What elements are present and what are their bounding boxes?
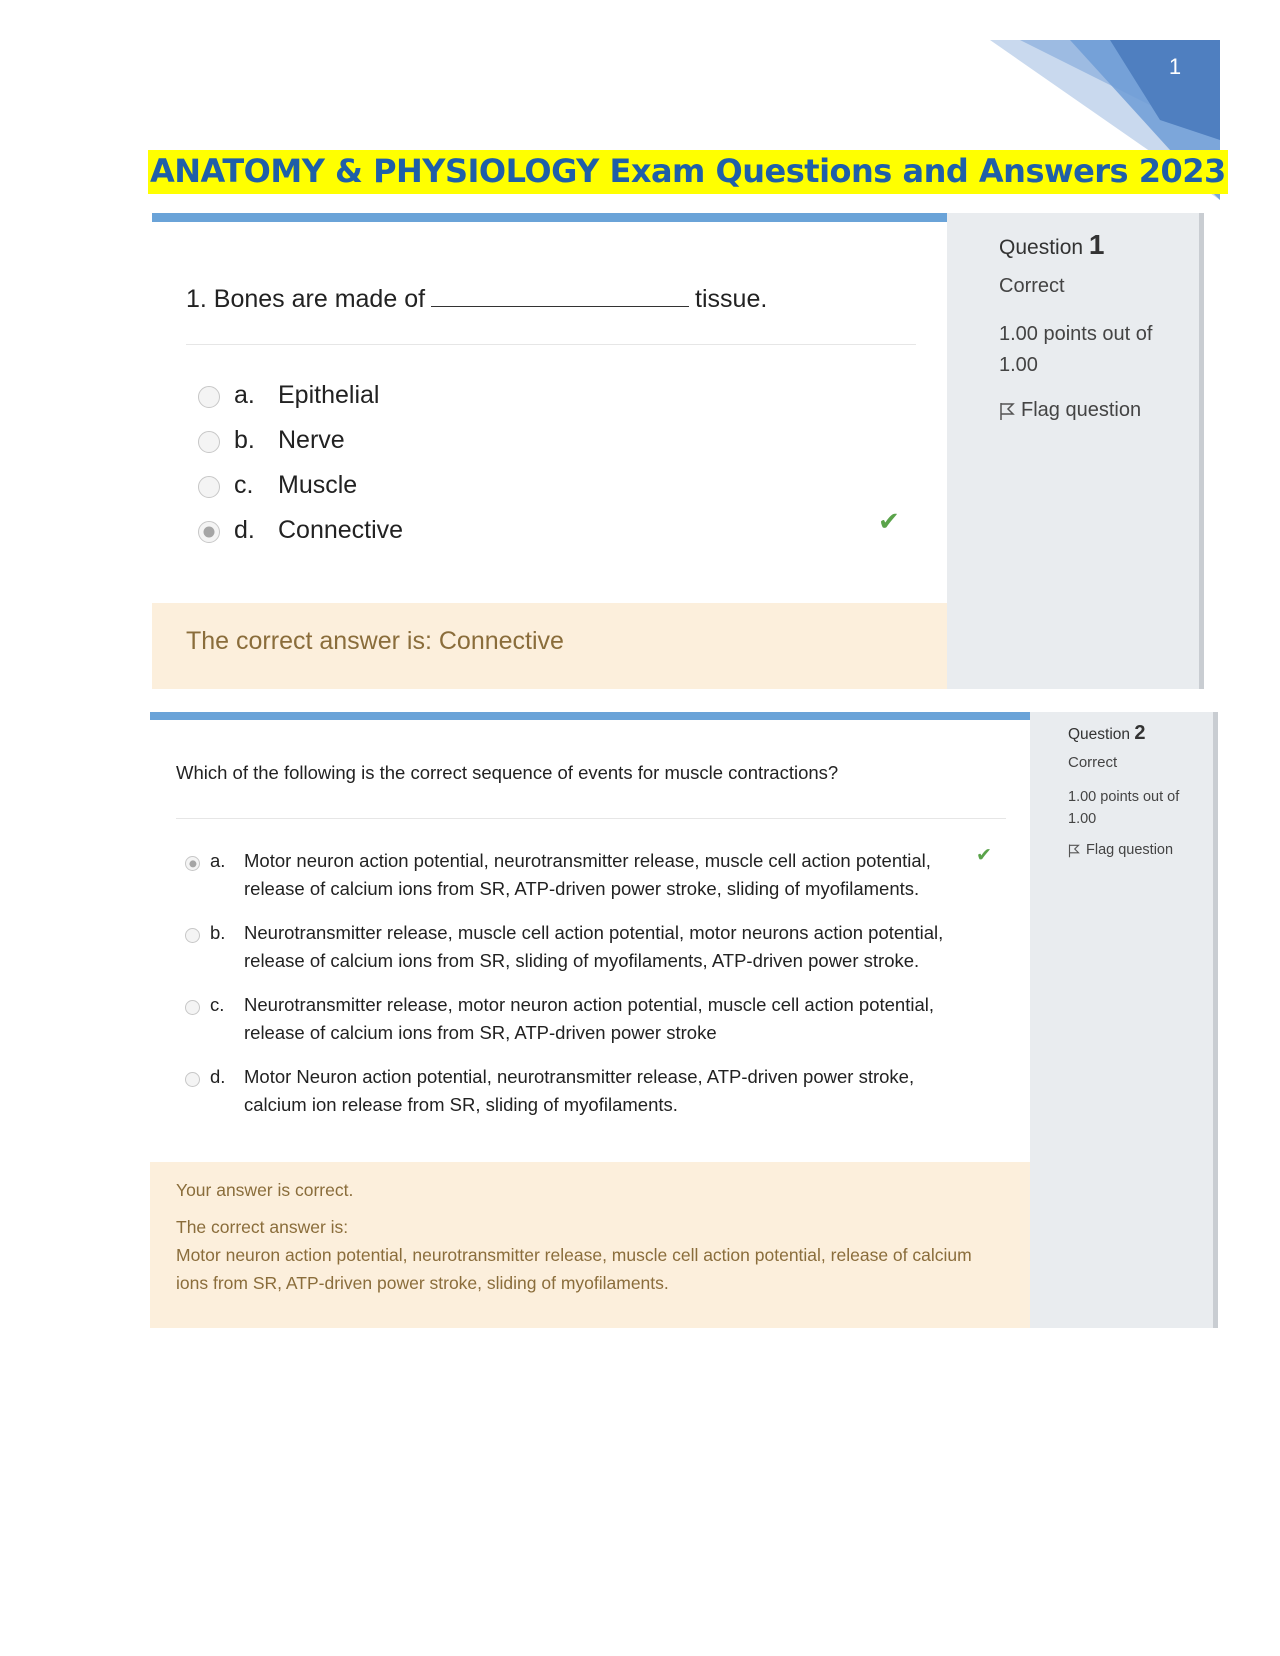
question-grade: 1.00 points out of 1.00 <box>999 323 1153 376</box>
option-b-label[interactable]: Neurotransmitter release, muscle cell action potential, motor neurons action potential, release of calcium ions from SR, sliding of myofilaments, ATP-driven power stroke. <box>244 922 944 971</box>
option-b-radio[interactable] <box>185 928 200 943</box>
option-c-radio[interactable] <box>185 1000 200 1015</box>
option-a-letter: a. <box>234 381 255 409</box>
option-a-letter: a. <box>210 850 226 871</box>
question-2-text: Which of the following is the correct sequence of events for muscle contractions? <box>176 762 839 783</box>
option-d-radio[interactable] <box>185 1072 200 1087</box>
option-c-letter: c. <box>210 994 225 1015</box>
question-2-block <box>150 712 1218 1328</box>
divider <box>186 344 916 345</box>
question-number: Question 1 <box>999 229 1105 260</box>
option-b-letter: b. <box>210 922 226 943</box>
question-state: Correct <box>999 275 1065 297</box>
question-1-text <box>186 284 767 314</box>
feedback-answer: Motor neuron action potential, neurotransmitter release, muscle cell action potential, release of calcium ions from SR, ATP-driven power stroke, sliding of myofilaments. <box>176 1245 972 1293</box>
page-number: 1 <box>1168 54 1182 79</box>
option-d-radio-selected[interactable] <box>198 521 220 543</box>
question-number: Question 2 <box>1068 722 1146 744</box>
document-title: ANATOMY & PHYSIOLOGY Exam Questions and Answers 2023 <box>148 150 1228 194</box>
flag-question-link[interactable]: Flag question <box>1068 842 1173 858</box>
option-a-radio[interactable] <box>198 386 220 408</box>
question-2-feedback <box>150 1162 1030 1328</box>
question-1-block <box>152 213 1204 689</box>
option-a-label[interactable]: Motor neuron action potential, neurotransmitter release, muscle cell action potential, release of calcium ions from SR, ATP-driven power stroke, sliding of myofilaments. <box>244 850 931 899</box>
divider <box>176 818 1006 819</box>
feedback-label: The correct answer is: <box>176 1217 349 1237</box>
option-c-label[interactable]: Muscle <box>278 471 358 499</box>
feedback-status: Your answer is correct. <box>176 1180 354 1200</box>
question-grade: 1.00 points out of 1.00 <box>1068 789 1180 827</box>
option-c-label[interactable]: Neurotransmitter release, motor neuron action potential, muscle cell action potential, release of calcium ions from SR, ATP-driven power stroke <box>244 994 934 1043</box>
option-c-letter: c. <box>234 471 254 499</box>
option-d-label[interactable]: Motor Neuron action potential, neurotransmitter release, ATP-driven power stroke, calcium ion release from SR, sliding of myofilaments. <box>244 1066 915 1115</box>
option-a-label[interactable]: Epithelial <box>278 381 380 409</box>
flag-icon <box>999 401 1015 421</box>
question-1-text-before: 1. Bones are made of <box>186 285 426 313</box>
question-1-info <box>947 213 1204 689</box>
flag-question-link[interactable]: Flag question <box>999 399 1141 422</box>
question-2-info <box>1030 712 1218 1328</box>
question-1-text-after: tissue. <box>695 285 768 313</box>
option-d-label[interactable]: Connective <box>278 516 404 544</box>
option-a-radio-selected[interactable] <box>185 856 200 871</box>
flag-icon <box>1068 843 1080 858</box>
correct-check-icon: ✔ <box>878 506 900 536</box>
correct-check-icon: ✔ <box>976 845 992 866</box>
option-d-letter: d. <box>210 1066 226 1087</box>
answer-blank <box>431 284 689 307</box>
question-state: Correct <box>1068 754 1118 771</box>
option-b-radio[interactable] <box>198 431 220 453</box>
question-1-feedback: The correct answer is: Connective <box>152 603 947 689</box>
option-b-label[interactable]: Nerve <box>278 426 345 454</box>
option-c-radio[interactable] <box>198 476 220 498</box>
option-d-letter: d. <box>234 516 255 544</box>
option-b-letter: b. <box>234 426 255 454</box>
